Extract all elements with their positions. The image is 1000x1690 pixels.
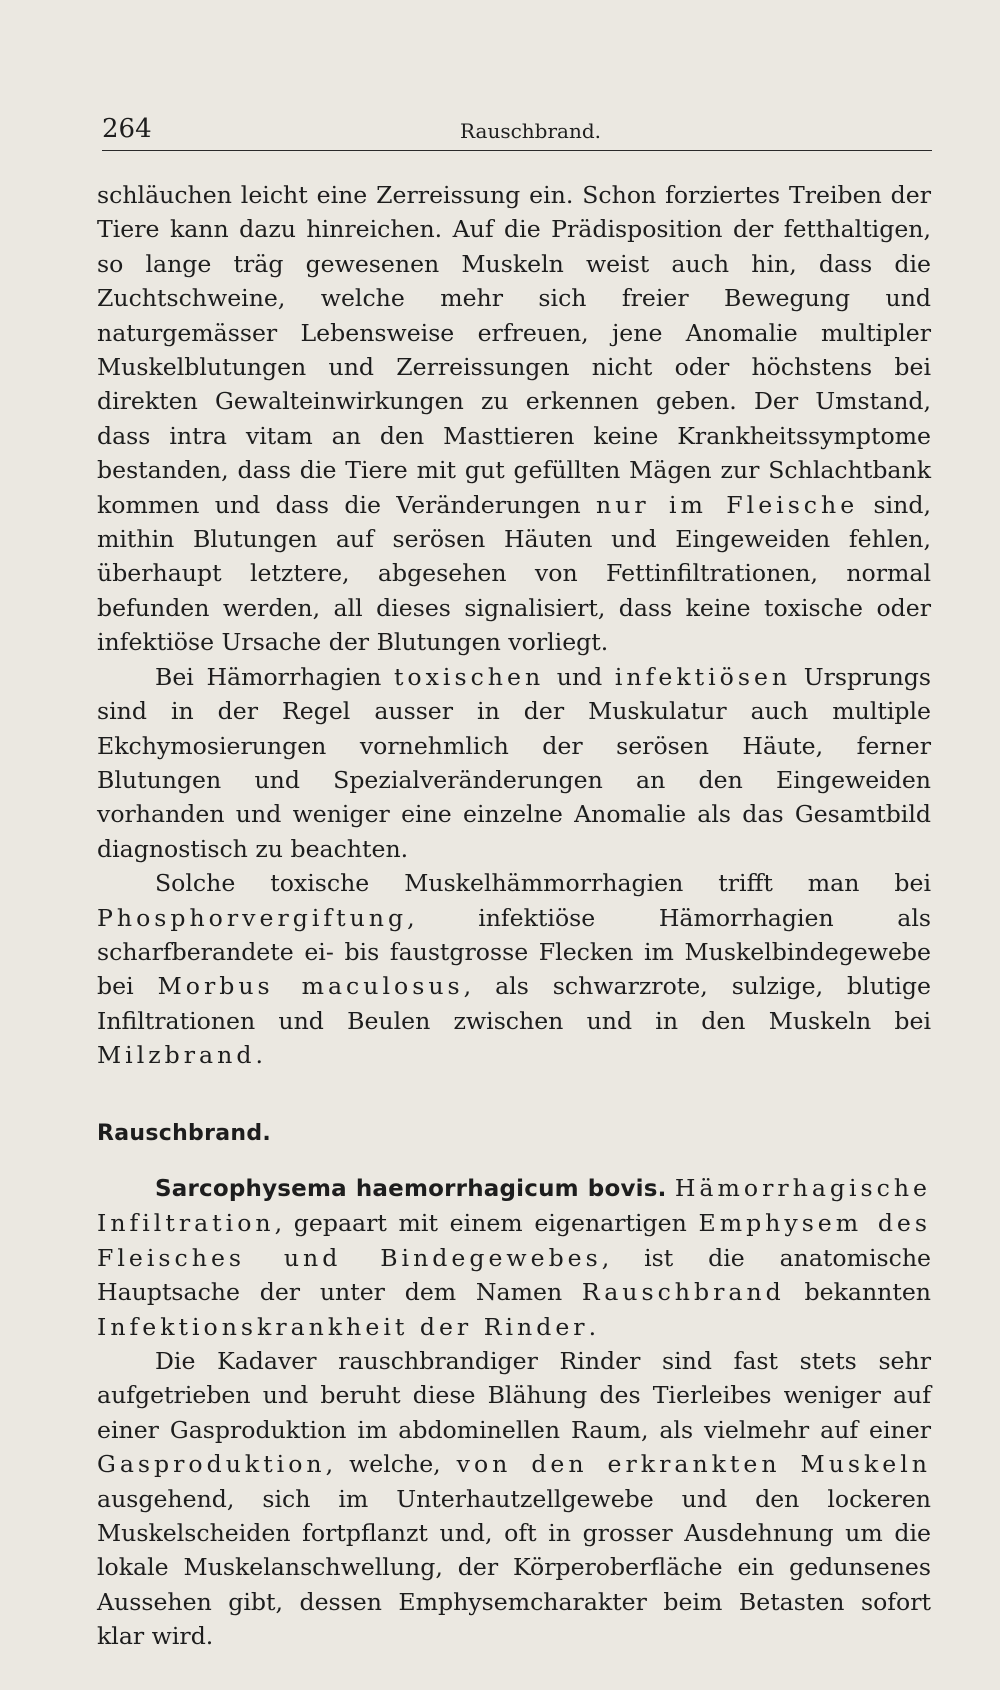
term-heading: Sarcophysema haemorrhagicum bovis. <box>155 1175 667 1202</box>
spaced-emphasis: Gasproduktion <box>97 1450 326 1479</box>
spaced-emphasis: Morbus maculosus <box>157 972 464 1001</box>
body-text <box>97 178 931 1654</box>
running-head: Rauschbrand. <box>460 119 601 143</box>
page-header <box>102 110 932 151</box>
spaced-emphasis: toxischen <box>393 662 545 691</box>
paragraph-1: schläuchen leicht eine Zerreissung ein. Schon forziertes Treiben der Tiere kann dazu hinreichen. Auf die Prädisposition der fetthaltigen, so lange träg gewesenen Muskeln weist auch hin, dass die Zuchtschweine, welche mehr sich freier Bewegung und naturgemässer Lebensweise erfreuen, jene Anomalie multipler Muskelblutungen und Zerreissungen nicht oder höchstens bei direkten Gewalteinwirkungen zu erkennen geben. Der Umstand, dass intra vitam an den Masttieren keine Krankheitssymptome bestanden, dass die Tiere mit gut gefüllten Mägen zur Schlachtbank kommen und dass die Veränderungen nur im Fleische sind, mithin Blutungen auf serösen Häuten und Eingeweiden fehlen, überhaupt letztere, abgesehen von Fettinfiltrationen, normal befunden werden, all dieses signalisiert, dass keine toxische oder infektiöse Ursache der Blutungen vorliegt. <box>97 181 931 657</box>
spaced-emphasis: Infektionskrankheit der Rinder <box>97 1312 589 1341</box>
spaced-emphasis: Milzbrand <box>97 1041 256 1070</box>
section-heading: Rauschbrand. <box>97 1120 272 1146</box>
paragraph-2: Bei Hämorrhagien toxischen und infektiösen Ursprungs sind in der Regel ausser in der Muskulatur auch multiple Ekchymosierungen vornehmlich der serösen Häute, ferner Blutungen und Spezialveränderungen an den Eingeweiden vorhanden und weniger eine einzelne Anomalie als das Gesamtbild diagnostisch zu beachten. <box>97 662 931 863</box>
spaced-emphasis: von den erkrankten Muskeln <box>456 1450 931 1479</box>
paragraph-3: Solche toxische Muskelhämmorrhagien trifft man bei Phosphorvergiftung, infektiöse Hämorrhagien als scharfberandete ei- bis faustgrosse Flecken im Muskelbindegewebe bei Morbus maculosus, als schwarzrote, sulzige, blutige Infiltrationen und Beulen zwischen und in den Muskeln bei Milzbrand. <box>97 869 931 1070</box>
spaced-emphasis: Phosphorvergiftung <box>97 903 408 932</box>
spaced-emphasis: nur im Fleische <box>596 490 859 519</box>
page-number: 264 <box>102 114 152 144</box>
spaced-emphasis: Rauschbrand <box>581 1278 785 1307</box>
paragraph-5: Die Kadaver rauschbrandiger Rinder sind fast stets sehr aufgetrieben und beruht diese Blähung des Tierleibes weniger auf einer Gasproduktion im abdominellen Raum, als vielmehr auf einer Gasproduktion, welche, von den erkrankten Muskeln ausgehend, sich im Unterhautzellgewebe und den lockeren Muskelscheiden fortpflanzt und, oft in grosser Ausdehnung um die lokale Muskelanschwellung, der Körperoberfläche ein gedunsenes Aussehen gibt, dessen Emphysemcharakter beim Betasten sofort klar wird. <box>97 1347 931 1651</box>
paragraph-4: Sarcophysema haemorrhagicum bovis. Hämorrhagische Infiltration, gepaart mit einem eigenartigen Emphysem des Fleisches und Bindegewebes, ist die anatomische Hauptsache der unter dem Namen Rauschbrand bekannten Infektionskrankheit der Rinder. <box>97 1173 932 1341</box>
spaced-emphasis: infektiösen <box>614 662 792 691</box>
spaced-emphasis: Emphysem des Fleisches und Bindegewebes <box>97 1209 932 1272</box>
spaced-emphasis: Hämorrhagische Infiltration <box>97 1173 932 1238</box>
